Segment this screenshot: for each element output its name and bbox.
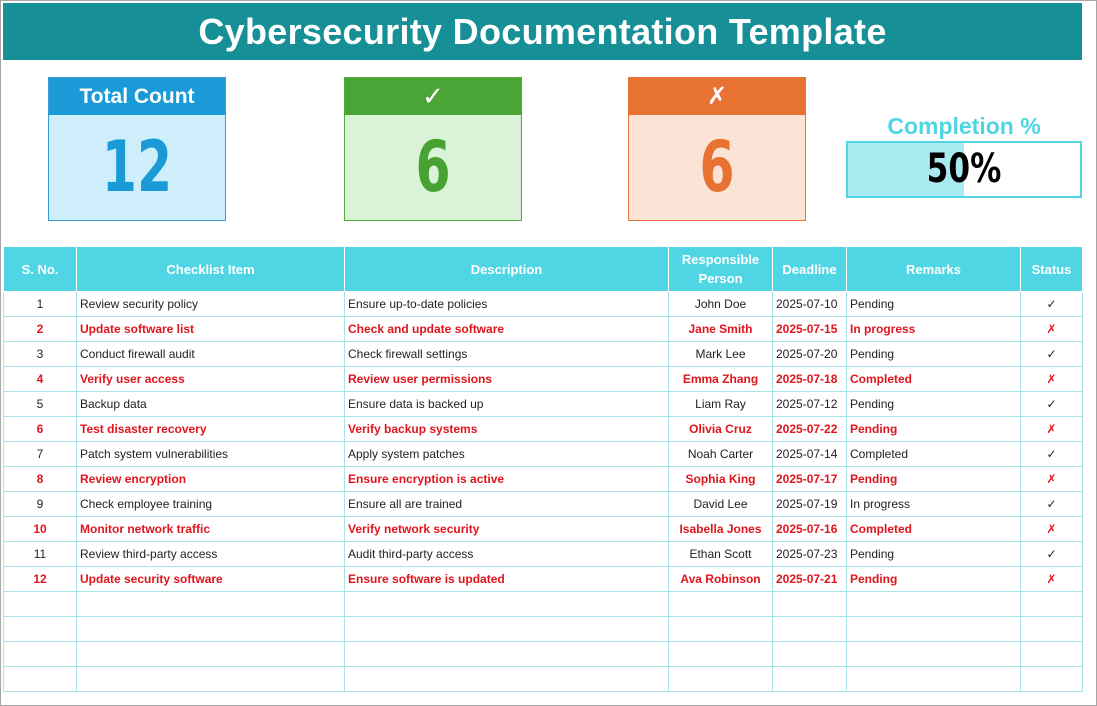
- cell-deadline[interactable]: 2025-07-10: [773, 292, 847, 317]
- empty-cell[interactable]: [847, 592, 1021, 617]
- cell-deadline[interactable]: 2025-07-23: [773, 542, 847, 567]
- empty-cell[interactable]: [773, 642, 847, 667]
- cell-remarks[interactable]: Pending: [847, 567, 1021, 592]
- cell-sno[interactable]: 11: [4, 542, 77, 567]
- status-check-icon[interactable]: ✓: [1021, 492, 1083, 517]
- empty-cell[interactable]: [4, 592, 77, 617]
- cell-responsible-person[interactable]: Emma Zhang: [669, 367, 773, 392]
- page-title: Cybersecurity Documentation Template: [3, 3, 1082, 60]
- cell-deadline[interactable]: 2025-07-18: [773, 367, 847, 392]
- cell-deadline[interactable]: 2025-07-22: [773, 417, 847, 442]
- cell-checklist-item[interactable]: Review encryption: [77, 467, 345, 492]
- cell-remarks[interactable]: In progress: [847, 492, 1021, 517]
- total-count-card: [48, 77, 226, 221]
- cell-checklist-item[interactable]: Check employee training: [77, 492, 345, 517]
- cell-responsible-person[interactable]: Jane Smith: [669, 317, 773, 342]
- empty-cell[interactable]: [773, 667, 847, 692]
- cell-description[interactable]: Apply system patches: [345, 442, 669, 467]
- cell-deadline[interactable]: 2025-07-20: [773, 342, 847, 367]
- cell-remarks[interactable]: Completed: [847, 442, 1021, 467]
- empty-table-row: [4, 617, 1083, 642]
- header-remarks[interactable]: Remarks: [847, 247, 1021, 292]
- cell-sno[interactable]: 4: [4, 367, 77, 392]
- cell-checklist-item[interactable]: Monitor network traffic: [77, 517, 345, 542]
- empty-cell[interactable]: [773, 592, 847, 617]
- cell-description[interactable]: Ensure data is backed up: [345, 392, 669, 417]
- cell-remarks[interactable]: Pending: [847, 342, 1021, 367]
- cell-responsible-person[interactable]: John Doe: [669, 292, 773, 317]
- cell-checklist-item[interactable]: Verify user access: [77, 367, 345, 392]
- table-body: [4, 292, 1083, 692]
- table-header-row: [4, 247, 1083, 292]
- completion-label: Completion %: [887, 113, 1041, 139]
- cell-responsible-person[interactable]: Isabella Jones: [669, 517, 773, 542]
- cell-description[interactable]: Check and update software: [345, 317, 669, 342]
- status-check-icon[interactable]: ✓: [1021, 442, 1083, 467]
- empty-cell[interactable]: [77, 592, 345, 617]
- table-row: [4, 442, 1083, 467]
- empty-cell[interactable]: [77, 642, 345, 667]
- cell-sno[interactable]: 5: [4, 392, 77, 417]
- empty-cell[interactable]: [4, 667, 77, 692]
- empty-cell[interactable]: [847, 667, 1021, 692]
- cell-responsible-person[interactable]: Ava Robinson: [669, 567, 773, 592]
- completion-progress-bar: [846, 141, 1082, 198]
- header-responsible-person[interactable]: Responsible Person: [669, 247, 773, 292]
- completion-value: 50%: [926, 146, 1002, 192]
- empty-cell[interactable]: [1021, 617, 1083, 642]
- empty-cell[interactable]: [847, 617, 1021, 642]
- table-row: [4, 517, 1083, 542]
- cell-checklist-item[interactable]: Review third-party access: [77, 542, 345, 567]
- cell-description[interactable]: Ensure all are trained: [345, 492, 669, 517]
- header-sno[interactable]: S. No.: [4, 247, 77, 292]
- cell-sno[interactable]: 12: [4, 567, 77, 592]
- empty-cell[interactable]: [669, 592, 773, 617]
- empty-cell[interactable]: [4, 617, 77, 642]
- cell-description[interactable]: Review user permissions: [345, 367, 669, 392]
- status-check-icon[interactable]: ✓: [1021, 542, 1083, 567]
- cell-remarks[interactable]: Completed: [847, 367, 1021, 392]
- empty-cell[interactable]: [669, 617, 773, 642]
- cell-sno[interactable]: 9: [4, 492, 77, 517]
- cell-remarks[interactable]: Completed: [847, 517, 1021, 542]
- empty-cell[interactable]: [4, 642, 77, 667]
- completed-count-value: 6: [415, 126, 451, 208]
- status-cross-icon[interactable]: ✗: [1021, 417, 1083, 442]
- cell-deadline[interactable]: 2025-07-19: [773, 492, 847, 517]
- cell-description[interactable]: Ensure up-to-date policies: [345, 292, 669, 317]
- cell-responsible-person[interactable]: Ethan Scott: [669, 542, 773, 567]
- cell-description[interactable]: Ensure encryption is active: [345, 467, 669, 492]
- pending-count-value: 6: [699, 126, 735, 208]
- cell-remarks[interactable]: Pending: [847, 467, 1021, 492]
- cell-sno[interactable]: 7: [4, 442, 77, 467]
- table-row: [4, 342, 1083, 367]
- cell-remarks[interactable]: Pending: [847, 392, 1021, 417]
- cross-icon: ✗: [629, 78, 805, 115]
- cell-deadline[interactable]: 2025-07-12: [773, 392, 847, 417]
- cell-responsible-person[interactable]: Mark Lee: [669, 342, 773, 367]
- cell-deadline[interactable]: 2025-07-21: [773, 567, 847, 592]
- total-count-value: 12: [101, 126, 173, 208]
- cell-sno[interactable]: 6: [4, 417, 77, 442]
- status-cross-icon[interactable]: ✗: [1021, 467, 1083, 492]
- table-row: [4, 492, 1083, 517]
- header-description[interactable]: Description: [345, 247, 669, 292]
- table-row: [4, 292, 1083, 317]
- cell-sno[interactable]: 3: [4, 342, 77, 367]
- cell-description[interactable]: Audit third-party access: [345, 542, 669, 567]
- cell-description[interactable]: Verify backup systems: [345, 417, 669, 442]
- table-row: [4, 567, 1083, 592]
- checklist-table: [3, 246, 1083, 692]
- cell-remarks[interactable]: In progress: [847, 317, 1021, 342]
- empty-table-row: [4, 667, 1083, 692]
- cell-sno[interactable]: 2: [4, 317, 77, 342]
- table-row: [4, 392, 1083, 417]
- cell-checklist-item[interactable]: Conduct firewall audit: [77, 342, 345, 367]
- cell-description[interactable]: Verify network security: [345, 517, 669, 542]
- cell-responsible-person[interactable]: Sophia King: [669, 467, 773, 492]
- table-row: [4, 467, 1083, 492]
- cell-deadline[interactable]: 2025-07-17: [773, 467, 847, 492]
- status-cross-icon[interactable]: ✗: [1021, 517, 1083, 542]
- total-count-label: Total Count: [49, 78, 225, 115]
- completed-count-card: [344, 77, 522, 221]
- cell-responsible-person[interactable]: Noah Carter: [669, 442, 773, 467]
- cell-remarks[interactable]: Pending: [847, 542, 1021, 567]
- cell-remarks[interactable]: Pending: [847, 417, 1021, 442]
- empty-cell[interactable]: [77, 667, 345, 692]
- header-deadline[interactable]: Deadline: [773, 247, 847, 292]
- table-row: [4, 542, 1083, 567]
- status-check-icon[interactable]: ✓: [1021, 392, 1083, 417]
- empty-cell[interactable]: [1021, 592, 1083, 617]
- table-row: [4, 367, 1083, 392]
- cell-deadline[interactable]: 2025-07-15: [773, 317, 847, 342]
- empty-cell[interactable]: [345, 592, 669, 617]
- cell-responsible-person[interactable]: Olivia Cruz: [669, 417, 773, 442]
- empty-cell[interactable]: [345, 617, 669, 642]
- status-check-icon[interactable]: ✓: [1021, 292, 1083, 317]
- cell-sno[interactable]: 8: [4, 467, 77, 492]
- cell-description[interactable]: Ensure software is updated: [345, 567, 669, 592]
- cell-deadline[interactable]: 2025-07-16: [773, 517, 847, 542]
- status-check-icon[interactable]: ✓: [1021, 342, 1083, 367]
- cell-remarks[interactable]: Pending: [847, 292, 1021, 317]
- cell-checklist-item[interactable]: Backup data: [77, 392, 345, 417]
- cell-responsible-person[interactable]: David Lee: [669, 492, 773, 517]
- cell-description[interactable]: Check firewall settings: [345, 342, 669, 367]
- status-cross-icon[interactable]: ✗: [1021, 317, 1083, 342]
- empty-table-row: [4, 642, 1083, 667]
- cell-checklist-item[interactable]: Test disaster recovery: [77, 417, 345, 442]
- cell-deadline[interactable]: 2025-07-14: [773, 442, 847, 467]
- empty-cell[interactable]: [77, 617, 345, 642]
- cell-sno[interactable]: 1: [4, 292, 77, 317]
- empty-cell[interactable]: [669, 667, 773, 692]
- table-row: [4, 317, 1083, 342]
- header-status[interactable]: Status: [1021, 247, 1083, 292]
- status-cross-icon[interactable]: ✗: [1021, 367, 1083, 392]
- status-cross-icon[interactable]: ✗: [1021, 567, 1083, 592]
- cell-checklist-item[interactable]: Update security software: [77, 567, 345, 592]
- empty-cell[interactable]: [669, 642, 773, 667]
- cell-checklist-item[interactable]: Patch system vulnerabilities: [77, 442, 345, 467]
- cell-sno[interactable]: 10: [4, 517, 77, 542]
- header-checklist-item[interactable]: Checklist Item: [77, 247, 345, 292]
- pending-count-card: [628, 77, 806, 221]
- empty-cell[interactable]: [773, 617, 847, 642]
- empty-cell[interactable]: [345, 667, 669, 692]
- table-row: [4, 417, 1083, 442]
- empty-table-row: [4, 592, 1083, 617]
- cell-checklist-item[interactable]: Review security policy: [77, 292, 345, 317]
- empty-cell[interactable]: [1021, 642, 1083, 667]
- check-icon: ✓: [345, 78, 521, 115]
- cell-responsible-person[interactable]: Liam Ray: [669, 392, 773, 417]
- cell-checklist-item[interactable]: Update software list: [77, 317, 345, 342]
- empty-cell[interactable]: [847, 642, 1021, 667]
- empty-cell[interactable]: [345, 642, 669, 667]
- empty-cell[interactable]: [1021, 667, 1083, 692]
